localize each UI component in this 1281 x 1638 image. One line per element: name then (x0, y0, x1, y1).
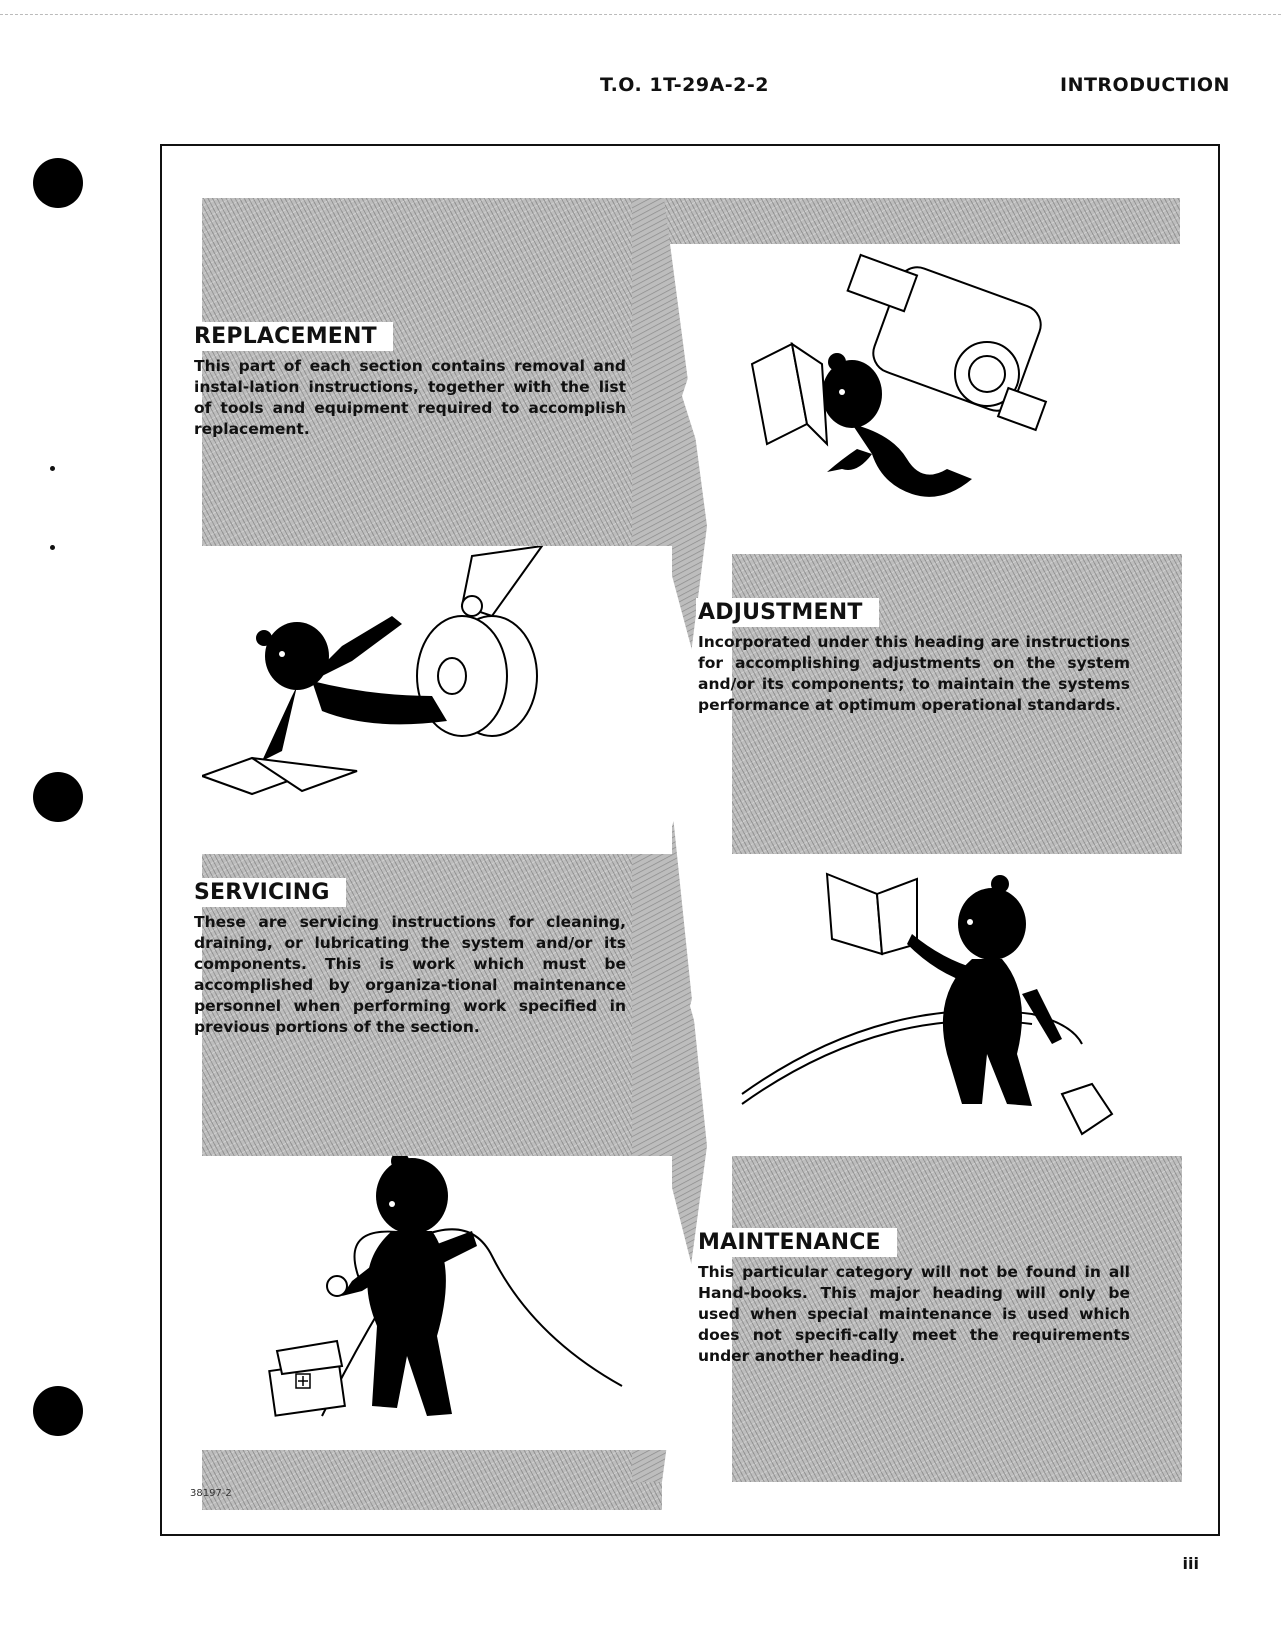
figure-carrying-motor-illustration (732, 244, 1182, 554)
figure-with-cable-illustration (202, 1156, 672, 1450)
servicing-heading: SERVICING (192, 878, 346, 907)
figure-with-hose-illustration (732, 854, 1182, 1156)
figure-id: 38197-2 (190, 1488, 232, 1499)
section-title: INTRODUCTION (1060, 74, 1230, 96)
illustration-frame (160, 144, 1220, 1536)
page-number: iii (1182, 1554, 1199, 1573)
replacement-heading: REPLACEMENT (192, 322, 393, 351)
maintenance-text: This particular category will not be found in all Hand-books. This major heading will only be used when special maintenance is used which does not specifi-cally meet the requirements under another heading. (698, 1263, 1130, 1365)
scan-artifact-line (0, 14, 1281, 16)
binder-hole (33, 772, 83, 822)
binder-hole (33, 158, 83, 208)
technical-order-number: T.O. 1T-29A-2-2 (600, 74, 769, 96)
maintenance-heading: MAINTENANCE (696, 1228, 897, 1257)
replacement-text: This part of each section contains removal and instal-lation instructions, together with the list of tools and equipment required to accomplish replacement. (194, 357, 626, 438)
scan-speck (50, 466, 55, 471)
servicing-text: These are servicing instructions for cleaning, draining, or lubricating the system and/or its components. This is work which must be accomplished by organiza-tional maintenance personnel when performing work specified in previous portions of the section. (194, 913, 626, 1036)
scan-speck (50, 545, 55, 550)
binder-hole (33, 1386, 83, 1436)
adjustment-heading: ADJUSTMENT (696, 598, 879, 627)
adjustment-text: Incorporated under this heading are instructions for accomplishing adjustments on the system and/or its components; to maintain the systems performance at optimum operational standards. (698, 633, 1130, 714)
figure-under-wheel-illustration (202, 546, 672, 854)
